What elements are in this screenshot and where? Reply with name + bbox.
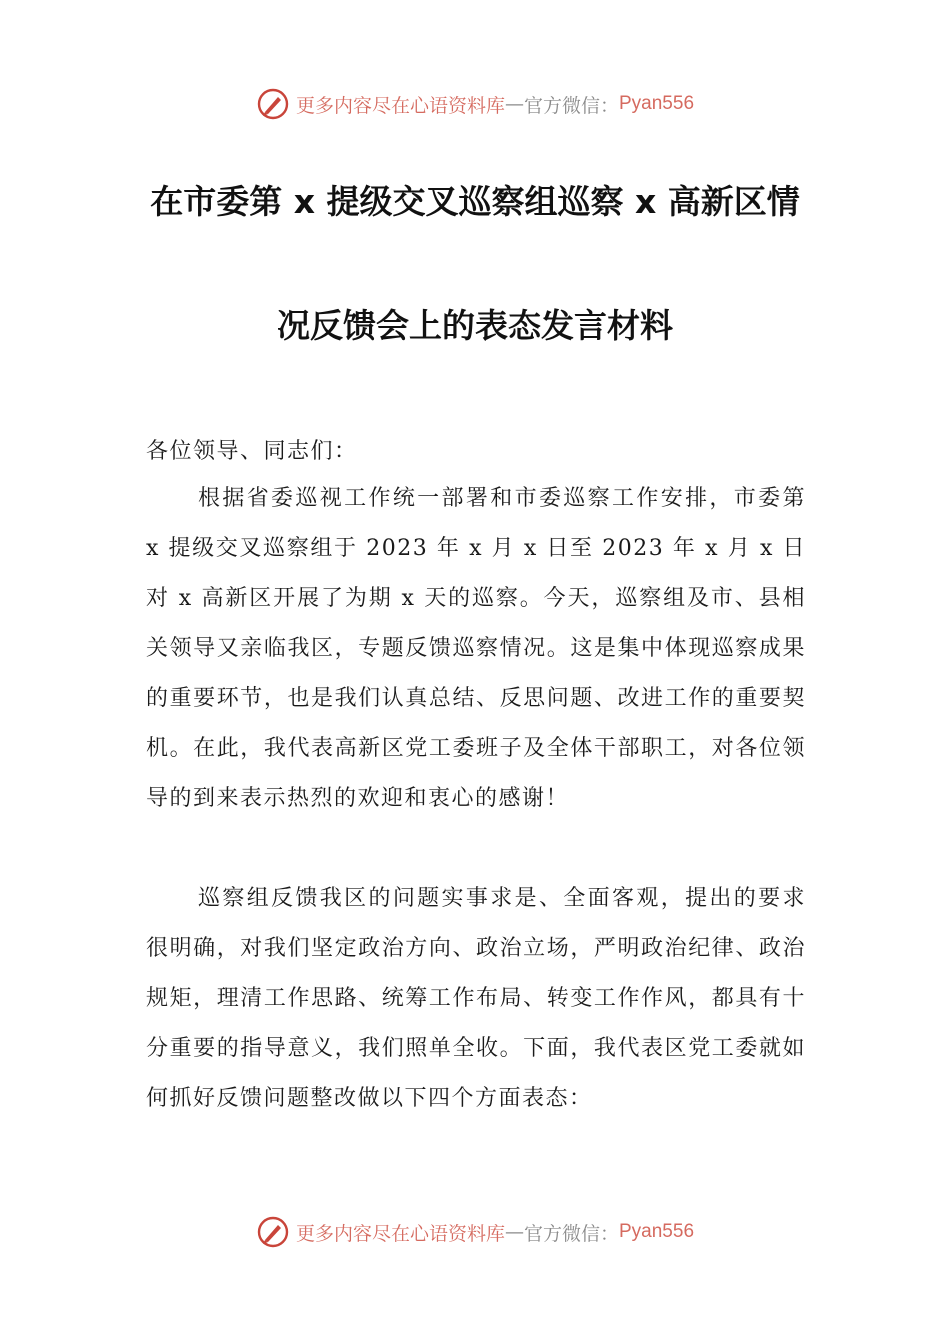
salutation: 各位领导、同志们：	[146, 439, 358, 464]
paragraph-2: 巡察组反馈我区的问题实事求是、全面客观，提出的要求很明确，对我们坚定政治方向、政治立场，严明政治纪律、政治规矩，理清工作思路、统筹工作布局、转变工作作风，都具有十分重要的指导意义，我们照单全收。下面，我代表区党工委就如何抓好反馈问题整改做以下四个方面表态：	[146, 886, 806, 1111]
watermark-footer	[0, 1212, 950, 1252]
watermark-main-text: 更多内容尽在心语资料库	[295, 1222, 505, 1245]
watermark-dash: —	[504, 1221, 524, 1243]
watermark-label: 官方微信：	[523, 1222, 619, 1245]
watermark-label: 官方微信：	[523, 94, 619, 117]
pen-logo-icon	[256, 1215, 290, 1249]
paragraph-1: 根据省委巡视工作统一部署和市委巡察工作安排，市委第 x 提级交叉巡察组于 2023 年 x 月 x 日至 2023 年 x 月 x 日对 x 高新区开展了为期 x 天的巡察。今天，巡察组及市、县相关领导又亲临我区，专题反馈巡察情况。这是集中体现巡察成果的重要环节，也是我们认真总结、反思问题、改进工作的重要契机。在此，我代表高新区党工委班子及全体干部职工，对各位领导的到来表示热烈的欢迎和衷心的感谢！	[146, 486, 806, 811]
document-title-line1: 在市委第 x 提级交叉巡察组巡察 x 高新区情	[150, 182, 800, 221]
document-title-line2: 况反馈会上的表态发言材料	[277, 306, 673, 345]
watermark-dash: —	[504, 93, 524, 115]
watermark-header	[0, 84, 950, 124]
pen-logo-icon	[256, 87, 290, 121]
watermark-wechat-id: Pyan556	[619, 93, 695, 114]
watermark-main-text: 更多内容尽在心语资料库	[295, 94, 505, 117]
watermark-wechat-id: Pyan556	[619, 1221, 695, 1242]
